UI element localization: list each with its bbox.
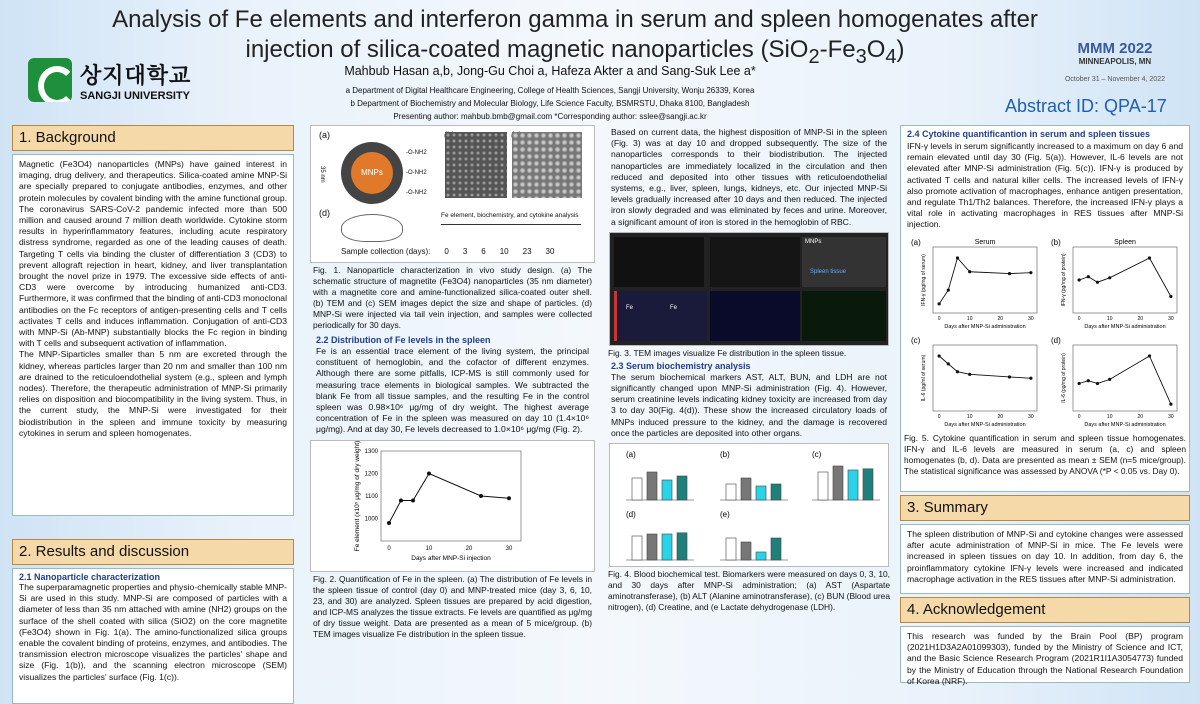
data-point bbox=[1087, 379, 1090, 382]
cytokine-line-charts bbox=[905, 235, 1187, 431]
gems21-logo-icon bbox=[28, 58, 72, 102]
data-point bbox=[1078, 382, 1081, 385]
background-heading: 1. Background bbox=[12, 125, 294, 151]
data-point bbox=[968, 270, 971, 273]
data-point bbox=[1078, 278, 1081, 281]
panel-title: Spleen bbox=[1114, 238, 1136, 246]
affiliation-b: b Department of Biochemistry and Molecular Biology, Life Science Faculty, BSMRSTU, Dhaka 8100, Bangladesh bbox=[350, 99, 750, 108]
abstract-id: Abstract ID: QPA-17 bbox=[1005, 96, 1167, 116]
bar bbox=[833, 466, 843, 500]
plot-frame bbox=[381, 451, 521, 541]
x-tick-label: 30 bbox=[1028, 413, 1034, 420]
panel-label: (a) bbox=[626, 450, 636, 460]
fe-data-point bbox=[399, 498, 403, 502]
figure-4-caption: Fig. 4. Blood biochemical test. Biomarkers were measured on days 0, 3, 10, and 30 days after MNP-Si administration; (a) AST (Aspartate aminotransferase), (b) ALT (Alanine aminotransferase), (c) BUN (Blood urea nitrogen), (d) Creatine, and (e Lactate dehydrogenase (LDH). bbox=[608, 569, 890, 613]
y-tick-label: 1300 bbox=[364, 448, 378, 455]
data-point bbox=[1096, 280, 1099, 283]
title-line-2: injection of silica-coated magnetic nanoparticles $(SiO_2-Fe_3O_4)$ bbox=[245, 36, 905, 68]
bar bbox=[756, 486, 766, 500]
series-line bbox=[1079, 258, 1171, 297]
data-point bbox=[1148, 354, 1151, 357]
x-tick-label: 10 bbox=[1106, 315, 1113, 322]
x-tick-label: 0 bbox=[1077, 315, 1081, 322]
title-line-1: Analysis of Fe elements and interferon gamma in serum and spleen homogenates after bbox=[112, 6, 1038, 33]
timeline-axis bbox=[441, 224, 581, 225]
data-point bbox=[947, 362, 950, 365]
data-point bbox=[938, 354, 941, 357]
x-tick-label: 30 bbox=[505, 545, 513, 552]
data-point bbox=[1029, 376, 1032, 379]
acknowledgement-text: This research was funded by the Brain Pool (BP) program (2021H1D3A2A01099303), funded by the Ministry of Science and ICT, and the Basic Science Research Program (2021R1I1A3054773) funded by the Ministry of Education through the National Research Foundation of Korea (NRF). bbox=[907, 631, 1183, 686]
fe-line-chart bbox=[311, 441, 596, 571]
figure-1-caption: Fig. 1. Nanoparticle characterization in vivo study design. (a) The schematic structure of magnetite (Fe3O4) nanoparticles (35 nm diameter) with a magnetite core and amine-functionalized silica-coated outer shell. (b) TEM and (c) SEM images depict the size and shape of particles. (d) MNP-Si were injected via tail vein injection, and samples were collected periodically for 30 days. bbox=[313, 265, 592, 330]
panel-label: (e) bbox=[720, 510, 730, 520]
bar bbox=[662, 480, 672, 500]
summary-heading: 3. Summary bbox=[900, 495, 1190, 521]
mouse-icon bbox=[341, 214, 403, 242]
cytokine-subheading: 2.4 Cytokine quantificantion in serum and spleen tissues bbox=[907, 129, 1151, 139]
column-2 bbox=[310, 125, 595, 642]
fe-data-point bbox=[427, 471, 431, 475]
results-heading: 2. Results and discussion bbox=[12, 539, 294, 565]
figure-1: (a) MNPs 35 nm -O-NH2 -O-NH2 -O-NH2 (d) Fe element, biochemistry, and cytokine analysis Sample collection (days): 0 3 6 10 23 30 bbox=[310, 125, 595, 263]
column-4 bbox=[900, 125, 1190, 686]
bar bbox=[756, 552, 766, 560]
data-point bbox=[1087, 275, 1090, 278]
fe-data-point bbox=[387, 521, 391, 525]
x-tick-label: 20 bbox=[997, 413, 1004, 420]
data-point bbox=[968, 372, 971, 375]
logo-english: SANGJI UNIVERSITY bbox=[80, 89, 191, 102]
nanoparticle-subheading: 2.1 Nanoparticle characterization bbox=[19, 572, 161, 582]
fe-data-point bbox=[507, 496, 511, 500]
panel-label: (c) bbox=[911, 335, 921, 345]
conference-name: MMM 2022 bbox=[1077, 40, 1153, 57]
data-point bbox=[1169, 402, 1172, 405]
x-tick-label: 10 bbox=[425, 545, 433, 552]
y-axis-label: Fe element (x10⁵ μg/mg of dry weight) bbox=[354, 440, 361, 551]
y-tick-label: 1100 bbox=[365, 493, 378, 500]
data-point bbox=[1029, 271, 1032, 274]
summary-text: The spleen distribution of MNP-Si and cytokine changes were assessed after acute administration of MNP-Si in mice. The Fe levels were increased in spleen tissues on day 10. In addition, from day 6, the proinflammatory cytokine IFN-γ levels were increased and indicated macrophage activation in the RES tissues after MNP-Si administration. bbox=[907, 529, 1183, 584]
bar bbox=[662, 534, 672, 560]
y-axis-label: IL-6 (pg/ml of serum) bbox=[921, 354, 927, 401]
bar bbox=[848, 470, 858, 500]
figure-5 bbox=[905, 235, 1185, 431]
y-axis-label: IFN-γ (pg/mg of serum) bbox=[921, 253, 927, 306]
bar bbox=[741, 478, 751, 500]
figure-5-caption: Fig. 5. Cytokine quantification in serum and spleen tissue homogenates. IFN-γ and IL-6 levels are measured in serum (a, c) and spleen homogenates (b, d). Data are presented as mean ± SEM (n=5 mice/group). The statistical significance was assessed by ANOVA (*P < 0.05 vs. Day 0). bbox=[904, 432, 1186, 476]
series-line bbox=[939, 356, 1031, 378]
panel-title: Serum bbox=[974, 238, 996, 246]
conference-logo bbox=[1055, 40, 1175, 83]
figure-2-caption: Fig. 2. Quantification of Fe in the spleen. (a) The distribution of Fe levels in the spleen tissue of control (day 0) and MNP-treated mice (day 3, 6, 10, 23, and 30) are analyzed. Spleen tissues are prepared by acid digestion, and ICP-MS analyzes the tissue extracts. Fe levels are quantified as μg/mg of dry tissue weight. Data are presented as a mean of 5 mice/group. (b) TEM images visualize Fe distribution in the spleen tissue. bbox=[313, 573, 593, 639]
x-tick-label: 20 bbox=[465, 545, 473, 552]
data-point bbox=[947, 288, 950, 291]
column-3 bbox=[605, 125, 893, 615]
panel-label: (d) bbox=[626, 510, 636, 520]
data-point bbox=[956, 370, 959, 373]
series-line bbox=[939, 258, 1031, 304]
data-point bbox=[1008, 375, 1011, 378]
poster-title bbox=[50, 5, 1100, 72]
figure-2 bbox=[310, 440, 595, 572]
x-tick-label: 20 bbox=[997, 315, 1004, 322]
x-tick-label: 0 bbox=[1077, 413, 1081, 420]
contact-line: Presenting author: mahbub.bmb@gmail.com *Corresponding author: sslee@sangji.ac.kr bbox=[393, 112, 707, 121]
authors: Mahbub Hasan a,b, Jong-Gu Choi a, Hafeza Akter a and Sang-Suk Lee a* bbox=[344, 64, 756, 78]
tem-image bbox=[445, 132, 507, 198]
panel-label: (b) bbox=[720, 450, 730, 460]
x-tick-label: 30 bbox=[1028, 315, 1034, 322]
data-point bbox=[1008, 272, 1011, 275]
bar bbox=[647, 472, 657, 500]
x-tick-label: 0 bbox=[387, 545, 391, 552]
bar bbox=[726, 484, 736, 500]
y-axis-label: IFN-γ (pg/mg of protein) bbox=[1061, 253, 1067, 307]
bar bbox=[863, 469, 873, 500]
bar bbox=[726, 538, 736, 560]
x-axis-label: Days after MNP-Si administration bbox=[1084, 323, 1166, 330]
column-1 bbox=[12, 125, 294, 704]
affiliations bbox=[280, 84, 820, 123]
fe-series-line bbox=[389, 473, 509, 523]
x-tick-label: 20 bbox=[1137, 315, 1144, 322]
data-point bbox=[1108, 377, 1111, 380]
background-p2: The MNP-Siparticles smaller than 5 nm are excreted through the kidney, whereas particles larger than 20 nm and smaller than 100 nm are drained to the reticuloendothelial system (e.g., spleen and lymph nodes). Therefore, the therapeutic administration of MNP-Si primarily relies on disposition and biocompatibility in the living system. Thus, in the current study, the MNP-Si were investigated for their biodistribution in the spleen and immune toxicity by measuring cytokines in serum and spleen homogenates. bbox=[19, 349, 287, 438]
x-axis-label: Days after MNP-Si administration bbox=[944, 323, 1026, 330]
cytokine-text: IFN-γ levels in serum significantly increased to a maximum on day 6 and remain elevated until day 30 (Fig. 5(a)). However, IL-6 levels are not elevated after MNP-Si administration (Fig. 5(c)). IFN-γ is produced by activated T cells and natural killer cells. The increased levels of IFN-γ also promote activation of macrophages, enhance antigen presentation, and regulate Th1/Th2 balances. Therefore, the increased IFN-γ plays a vital role in activating macrophages in RES tissues after MNP-Si injection. bbox=[907, 141, 1183, 230]
x-tick-label: 20 bbox=[1137, 413, 1144, 420]
bar bbox=[771, 538, 781, 560]
x-tick-label: 10 bbox=[966, 413, 973, 420]
x-tick-label: 0 bbox=[937, 413, 941, 420]
biochem-text: The serum biochemical markers AST, ALT, BUN, and LDH are not significantly changed upon MNP-Si administration (Fig. 4). However, serum creatinine levels indicating kidney toxicity are increased from day 3 to day 30(Fig. 4(d)). These show the increased circulatory loads of MNPs induced pressure to the kidney, and the damage is recovered once the particles are deposited into other organs. bbox=[611, 371, 887, 438]
fe-subheading: 2.2 Distribution of Fe levels in the spleen bbox=[316, 335, 491, 345]
data-point bbox=[1096, 382, 1099, 385]
x-axis-label: Days after MNP-Si administration bbox=[1084, 421, 1166, 428]
fe-data-point bbox=[411, 498, 415, 502]
bar bbox=[647, 534, 657, 560]
data-point bbox=[956, 256, 959, 259]
panel-label: (a) bbox=[911, 237, 921, 247]
plot-frame bbox=[933, 247, 1037, 313]
x-tick-label: 10 bbox=[1106, 413, 1113, 420]
data-point bbox=[1148, 256, 1151, 259]
panel-label: (b) bbox=[1051, 237, 1061, 247]
conference-dates: October 31 – November 4, 2022 bbox=[1064, 76, 1165, 83]
x-tick-label: 0 bbox=[937, 315, 941, 322]
y-axis-label: IL-6 (pg/mg of protein) bbox=[1061, 352, 1067, 403]
data-point bbox=[1169, 295, 1172, 298]
bar bbox=[632, 536, 642, 560]
y-tick-label: 1200 bbox=[364, 471, 378, 478]
bar bbox=[818, 472, 828, 500]
y-tick-label: 1000 bbox=[364, 516, 378, 523]
acknowledgement-heading: 4. Acknowledgement bbox=[900, 597, 1190, 623]
biochem-bar-charts bbox=[610, 444, 892, 566]
bar bbox=[677, 533, 687, 560]
bar bbox=[632, 478, 642, 500]
sample-days: Sample collection (days): 0 3 6 10 23 30 bbox=[341, 247, 555, 256]
x-axis-label: Days after MNP-Si administration bbox=[944, 421, 1026, 428]
figure-4 bbox=[609, 443, 889, 567]
sem-image bbox=[512, 132, 582, 198]
fe-text: Fe is an essential trace element of the living system, the principal constituent of hemoglobin, and the cofactor of different enzymes. Although there are some pitfalls, ICP-MS is still commonly used for measuring trace elements in biological samples. We subtracted the blank Fe from all tissue samples, and the resulting Fe in the control spleen was 0.98×10⁶ μg/mg of dry weight. The highest average concentration of Fe in the spleen was measured on day 10 (1.4×10⁶ μg/mg). And at day 30, Fe levels decreased to 1.0×10⁶ μg/mg (Fig. 2). bbox=[316, 346, 589, 435]
panel-label: (d) bbox=[1051, 335, 1061, 345]
bio-intro-text: Based on current data, the highest disposition of MNP-Si in the spleen (Fig. 3) was at day 10 and dropped subsequently. The size of the nanoparticles corresponds to their biodistribution. The injected nanoparticles are immediately localized in the circulation and then reduced and deposited into other tissues with reticuloendothelial systems, e.g., liver, spleen, lungs, kidneys, etc. Our injected MNP-Si levels gradually increased after 10 days and then reduced. The injected iron slowly degraded and was eliminated by feces and urine. Moreover, a significant amount of iron is stored in the hemoglobin of RBC. bbox=[611, 127, 887, 227]
nanoparticle-core: MNPs bbox=[351, 152, 393, 194]
data-point bbox=[1108, 276, 1111, 279]
conference-city: MINNEAPOLIS, MN bbox=[1078, 57, 1152, 66]
fe-data-point bbox=[479, 494, 483, 498]
x-tick-label: 10 bbox=[966, 315, 973, 322]
biochem-subheading: 2.3 Serum biochemistry analysis bbox=[611, 360, 751, 371]
data-point bbox=[938, 302, 941, 305]
figure-3: MNPs Spleen tissue Fe Fe bbox=[609, 232, 889, 346]
background-p1: Magnetic (Fe3O4) nanoparticles (MNPs) have gained interest in imaging, drug delivery, and therapeutics. Silica-coated amine MNP-Si are specially prepared to conjugate antibodies, enzymes, and other protein molecules by covalent binding with the amine functional group. The coronavirus SARS-CoV-2 pandemic infected more than 500 million and caused around 7 million death worldwide. Cytokine storm results in hyperinflammatory features, including acute respiratory distress syndrome, regarded as one of the leading causes of death. Targeting T cells via binding the cluster of differentiation 3 (CD3) to prevent allograft rejection in heart, kidney, and liver transplantation brought the novel prize in 1979. The excessive side effects of anti-CD3 were overcome by introducing humanized anti-CD3. Furthermore, it was confirmed that the binding of anti-CD3 monoclonal antibodies on the Fc receptors of antigen-presenting cells and T cells activates T cells and induces inflammation. Conjugation of anti-CD3 with MNP-Si (Ab-MNP) substantially blocks the Fc region in binding with T cells and subsequent activation of inflammation. bbox=[19, 159, 287, 349]
bar bbox=[741, 542, 751, 560]
plot-frame bbox=[1073, 345, 1177, 411]
nanoparticle-text: The superparamagnetic properties and physio-chemically stable MNP-Si are used in this study. MNP-Si are composed of particles with a diameter of less than 35 nm attached with amine (NH2) groups on the surface of the shell coated with silica (SiO2) on the core magnetite (Fe3O4) shown in Fig. 1(a). The amino-functionalized silica groups enable the covalent binding of proteins, enzymes, and antibodies. The transmission electron microscope visualizes the particles' shape and size (Fig. 1(b)), and the scanning electron microscope (SEM) visualizes the particles' surface (Fig. 1(c)). bbox=[19, 582, 287, 682]
affiliation-a: a Department of Digital Healthcare Engineering, College of Health Sciences, Sangji University, Wonju 26339, Korea bbox=[345, 86, 755, 95]
x-tick-label: 30 bbox=[1168, 413, 1174, 420]
university-logo bbox=[28, 58, 191, 102]
x-axis-label: Days after MNP-Si injection bbox=[411, 554, 491, 562]
bar bbox=[677, 476, 687, 500]
logo-korean: 상지대학교 bbox=[80, 62, 192, 88]
x-tick-label: 30 bbox=[1168, 315, 1174, 322]
panel-label: (c) bbox=[812, 450, 822, 460]
series-line bbox=[1079, 356, 1171, 404]
bar bbox=[771, 484, 781, 500]
figure-3-caption: Fig. 3. TEM images visualize Fe distribution in the spleen tissue. bbox=[608, 347, 847, 358]
